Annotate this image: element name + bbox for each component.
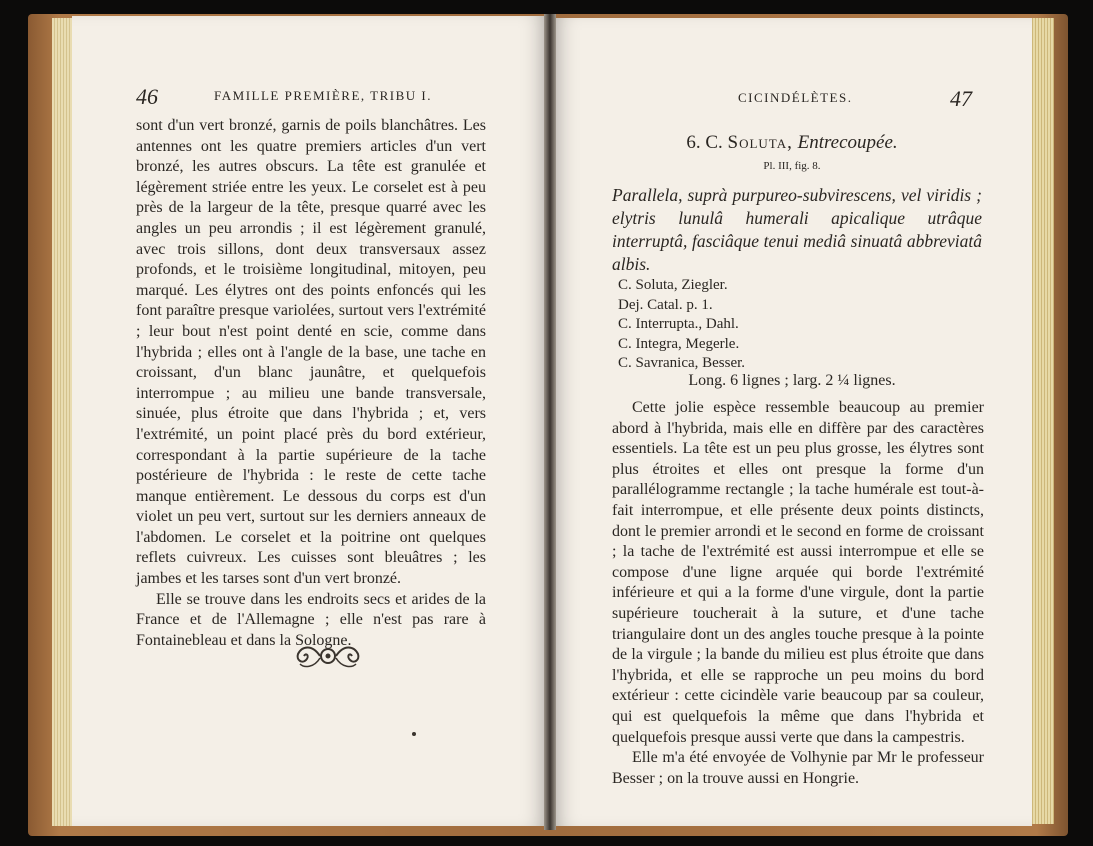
species-heading bbox=[552, 132, 1032, 154]
measurements: Long. 6 lignes ; larg. 2 ¼ lignes. bbox=[688, 372, 896, 389]
plate-reference: Pl. III, fig. 8. bbox=[763, 160, 821, 172]
page-number: 46 bbox=[136, 84, 158, 109]
synonym-entry: Dej. Catal. p. 1. bbox=[618, 296, 713, 313]
body-text bbox=[612, 398, 984, 789]
species-french-name: Entrecoupée. bbox=[797, 132, 898, 153]
synonym-list bbox=[618, 276, 745, 374]
body-text bbox=[136, 116, 486, 651]
synonym-entry: C. Savranica, Besser. bbox=[618, 355, 746, 371]
paragraph: Elle m'a été envoyée de Volhynie par Mr le professeur Besser ; on la trouve aussi en Hongrie. bbox=[612, 749, 984, 787]
species-name: Soluta, bbox=[727, 132, 793, 153]
latin-diagnosis: Parallela, suprà purpureo-subvirescens, vel viridis ; elytris lunulâ humerali apicalique utrâque interruptâ, fasciâque tenui mediâ sinuatâ abbreviatâ albis. bbox=[612, 185, 982, 274]
left-page bbox=[72, 16, 548, 826]
running-head: FAMILLE PREMIÈRE, TRIBU I. bbox=[214, 88, 432, 103]
page-edges-right bbox=[1030, 18, 1054, 824]
book-gutter bbox=[544, 14, 556, 830]
species-number: 6. C. bbox=[686, 132, 723, 153]
synonym-entry: C. Integra, Megerle. bbox=[618, 335, 740, 352]
synonym-entry: C. Interrupta., Dahl. bbox=[618, 316, 739, 332]
page-edges-left bbox=[52, 18, 74, 826]
running-head: CICINDÉLÈTES. bbox=[738, 90, 853, 105]
printer-dot bbox=[412, 732, 416, 736]
ornament-icon bbox=[292, 638, 364, 674]
paragraph: sont d'un vert bronzé, garnis de poils blanchâtres. Les antennes ont les quatre premiers articles d'un vert bronzé, les autres obscurs. La tête est granulée et légèrement striée entre les yeux. Le corselet est à peu près de la largeur de la tête, presque quarré avec les angles un peu arrondis ; il est légèrement granulé, avec trois sillons, dont deux transversaux assez profonds, et le troisième longitudinal, mitoyen, peu marqué. Les élytres ont des points enfoncés qui les font paraître presque variolées, surtout vers l'extrémité ; leur bout n'est point denté en scie, comme dans l'hybrida ; elles ont à l'angle de la base, une tache en croissant, d'un blanc jaunâtre, et quelquefois interrompue ; au milieu une bande transversale, sinuée, plus étroite que dans l'hybrida ; et, vers l'extrémité, un point placé près du bord extérieur, correspondant à la partie supérieure de la tache postérieure de l'hybrida : le reste de cette tache manque entièrement. Le dessous du corps est d'un violet un peu vert, surtout sur les derniers anneaux de l'abdomen. Le corselet et la poitrine ont quelques reflets cuivreux. Les cuisses sont bleuâtres ; les jambes et les tarses sont d'un vert bronzé. bbox=[136, 117, 486, 588]
right-page bbox=[552, 18, 1032, 826]
paragraph: Elle se trouve dans les endroits secs et arides de la France et de l'Allemagne ; elle n'est pas rare à Fontainebleau et dans la Sologne. bbox=[136, 590, 486, 649]
page-number: 47 bbox=[950, 86, 972, 111]
synonym-entry: C. Soluta, Ziegler. bbox=[618, 277, 728, 293]
paragraph: Cette jolie espèce ressemble beaucoup au premier abord à l'hybrida, mais elle en diffère par des caractères essentiels. La tête est un peu plus grosse, les élytres sont plus étroites et elles ont presque la forme d'un parallélogramme rectangle ; la tache humérale est tout-à-fait interrompue, et elle présente deux points distincts, dont le premier arrondi et le second en forme de croissant ; la tache de l'extrémité est aussi interrompue et elle se compose d'une ligne arquée qui borde l'extrémité inférieure et qui a la forme d'une virgule, dont la partie supérieure toucherait à la suture, et d'une tache triangulaire dont un des angles touche presque à la pointe de la virgule ; la bande du milieu est plus étroite que dans l'hybrida, et elle se rapproche un peu moins du bord extérieur : cette cicindèle varie beaucoup par sa couleur, qui est quelquefois la même que dans l'hybrida et quelquefois presque aussi verte que dans la campestris. bbox=[612, 399, 984, 746]
